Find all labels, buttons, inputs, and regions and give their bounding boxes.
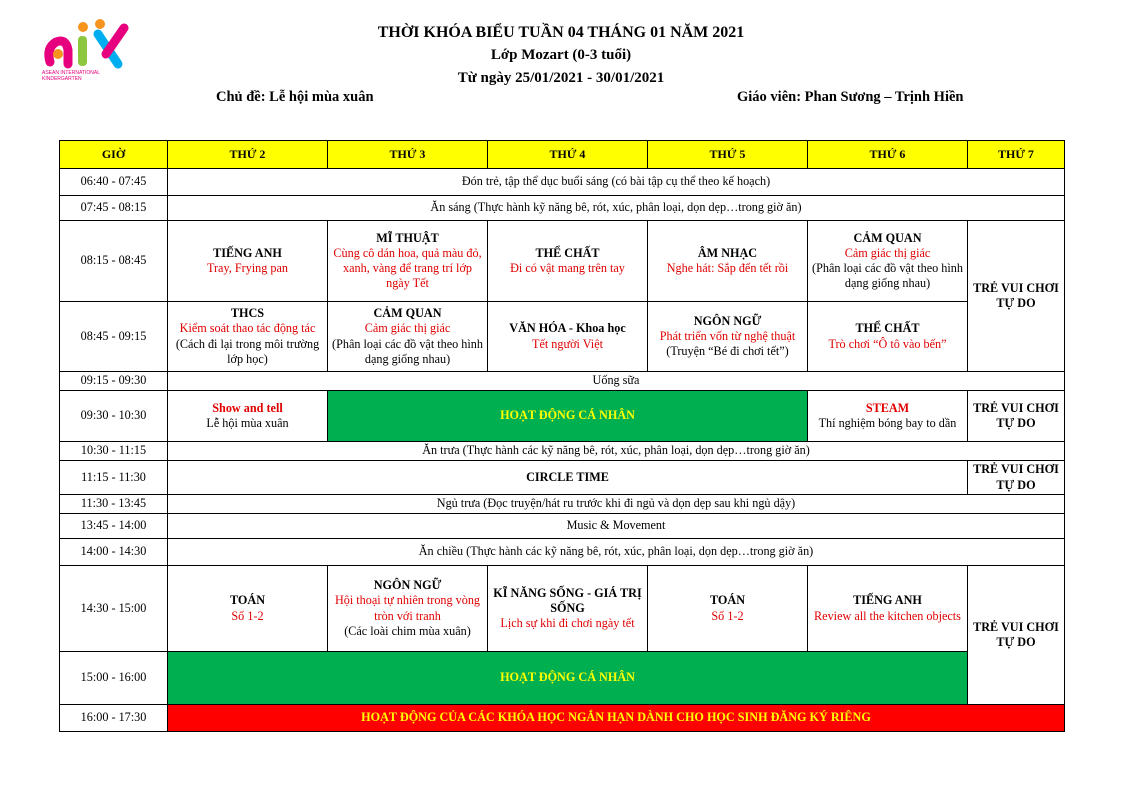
table-row <box>60 461 1065 495</box>
activity-detail: Đi có vật mang trên tay <box>510 261 625 275</box>
individual-activity-cell: HOẠT ĐỘNG CÁ NHÂN <box>168 652 968 705</box>
col-tue: THỨ 3 <box>328 141 488 169</box>
table-row <box>60 566 1065 652</box>
activity-cell <box>488 566 648 652</box>
date-range: Từ ngày 25/01/2021 - 30/01/2021 <box>457 70 665 86</box>
time-cell: 10:30 - 11:15 <box>60 442 168 461</box>
table-row <box>60 302 1065 372</box>
activity-title: MĨ THUẬT <box>376 230 439 245</box>
activity-title: THỂ CHẤT <box>535 245 600 260</box>
activity-note: (Phân loại các đồ vật theo hình dạng giống nhau) <box>332 336 483 366</box>
time-cell: 08:45 - 09:15 <box>60 302 168 372</box>
table-row <box>60 514 1065 539</box>
time-cell: 13:45 - 14:00 <box>60 514 168 539</box>
activity-cell <box>808 221 968 302</box>
time-cell: 14:00 - 14:30 <box>60 539 168 566</box>
table-row <box>60 391 1065 442</box>
activity-detail: Hội thoại tự nhiên trong vòng tròn với tranh <box>334 593 481 623</box>
time-cell: 07:45 - 08:15 <box>60 196 168 221</box>
activity-detail: Cùng cô dán hoa, quả màu đỏ, xanh, vàng để trang trí lớp ngày Tết <box>333 245 482 291</box>
activity-detail: Số 1-2 <box>231 608 264 623</box>
activity-detail: Nghe hát: Sắp đến tết rồi <box>666 261 789 275</box>
time-cell: 09:30 - 10:30 <box>60 391 168 442</box>
activity-note: Thí nghiệm bóng bay to dần <box>818 416 957 430</box>
logo-text: ASEAN INTERNATIONAL <box>42 70 100 76</box>
activity-title: TIẾNG ANH <box>213 245 282 260</box>
activity-title: TOÁN <box>230 593 265 608</box>
time-cell: 14:30 - 15:00 <box>60 566 168 652</box>
activity-cell: Ăn sáng (Thực hành kỹ năng bê, rót, xúc, phân loại, dọn dẹp…trong giờ ăn) <box>168 196 1065 221</box>
activity-cell: Music & Movement <box>168 514 1065 539</box>
activity-note: (Cách đi lại trong môi trường lớp học) <box>175 336 320 366</box>
activity-cell: Đón trẻ, tập thể dục buổi sáng (có bài tập cụ thể theo kế hoạch) <box>168 169 1065 196</box>
activity-title: CẢM QUAN <box>373 306 442 320</box>
col-thu: THỨ 5 <box>648 141 808 169</box>
col-time: GIỜ <box>60 141 168 169</box>
time-cell: 11:15 - 11:30 <box>60 461 168 495</box>
col-sat: THỨ 7 <box>968 141 1065 169</box>
activity-cell <box>328 221 488 302</box>
activity-title: NGÔN NGỮ <box>693 313 762 328</box>
activity-detail: Tết người Việt <box>532 336 603 351</box>
activity-cell <box>648 566 808 652</box>
class-name: Lớp Mozart (0-3 tuổi) <box>490 47 632 63</box>
activity-cell <box>648 302 808 372</box>
svg-text:KINDERGARTEN: KINDERGARTEN <box>42 76 82 82</box>
activity-title: STEAM <box>865 400 910 415</box>
col-fri: THỨ 6 <box>808 141 968 169</box>
activity-title: CẢM QUAN <box>853 230 922 245</box>
table-row <box>60 495 1065 514</box>
header-row <box>60 141 1065 169</box>
activity-cell: CIRCLE TIME <box>168 461 968 495</box>
table-row <box>60 652 1065 705</box>
activity-cell: Ăn trưa (Thực hành các kỹ năng bê, rót, xúc, phân loại, dọn dẹp…trong giờ ăn) <box>168 442 1065 461</box>
activity-note: (Phân loại các đồ vật theo hình dạng giống nhau) <box>812 261 963 291</box>
col-mon: THỨ 2 <box>168 141 328 169</box>
table-row <box>60 372 1065 391</box>
activity-note: (Các loài chim mùa xuân) <box>344 623 471 638</box>
table-row <box>60 442 1065 461</box>
activity-title: THCS <box>230 306 265 320</box>
activity-detail: Kiểm soát thao tác động tác <box>179 321 316 336</box>
time-cell: 16:00 - 17:30 <box>60 705 168 732</box>
free-play-cell: TRẺ VUI CHƠI TỰ DO <box>968 391 1065 442</box>
activity-title: ÂM NHẠC <box>697 245 758 260</box>
activity-cell <box>648 221 808 302</box>
activity-title: Show and tell <box>212 400 283 415</box>
time-cell: 15:00 - 16:00 <box>60 652 168 705</box>
activity-cell: Ngủ trưa (Đọc truyện/hát ru trước khi đi ngủ và dọn dẹp sau khi ngủ dậy) <box>168 495 1065 514</box>
free-play-cell: TRẺ VUI CHƠI TỰ DO <box>968 221 1065 372</box>
activity-title: THỂ CHẤT <box>855 321 920 336</box>
table-row <box>60 169 1065 196</box>
activity-cell: Uống sữa <box>168 372 1065 391</box>
activity-title: VĂN HÓA - Khoa học <box>509 321 626 336</box>
activity-cell <box>168 221 328 302</box>
activity-cell <box>808 391 968 442</box>
free-play-cell: TRẺ VUI CHƠI TỰ DO <box>968 461 1065 495</box>
activity-note: (Truyện “Bé đi chơi tết”) <box>666 344 789 359</box>
activity-cell <box>168 566 328 652</box>
time-cell: 11:30 - 13:45 <box>60 495 168 514</box>
activity-detail: Trò chơi “Ô tô vào bến” <box>828 336 947 351</box>
topic: Chủ đề: Lễ hội mùa xuân <box>216 89 374 105</box>
activity-title: KĨ NĂNG SỐNG - GIÁ TRỊ SỐNG <box>493 585 642 615</box>
activity-detail: Tray, Frying pan <box>206 261 289 275</box>
activity-cell <box>328 302 488 372</box>
time-cell: 09:15 - 09:30 <box>60 372 168 391</box>
teacher: Giáo viên: Phan Sương – Trịnh Hiền <box>737 89 964 105</box>
table-row <box>60 539 1065 566</box>
activity-detail: Cảm giác thị giác <box>844 245 931 260</box>
activity-detail: Lịch sự khi đi chơi ngày tết <box>500 616 635 631</box>
activity-detail: Số 1-2 <box>711 608 744 623</box>
table-row <box>60 221 1065 302</box>
table-row <box>60 196 1065 221</box>
activity-cell <box>168 391 328 442</box>
short-course-cell: HOẠT ĐỘNG CỦA CÁC KHÓA HỌC NGẮN HẠN DÀNH CHO HỌC SINH ĐĂNG KÝ RIÊNG <box>168 705 1065 732</box>
page-title: THỜI KHÓA BIỂU TUẦN 04 THÁNG 01 NĂM 2021 <box>377 24 745 41</box>
activity-title: TOÁN <box>710 593 745 608</box>
activity-note: Lễ hội mùa xuân <box>206 416 289 430</box>
timetable <box>59 140 1065 732</box>
individual-activity-cell: HOẠT ĐỘNG CÁ NHÂN <box>328 391 808 442</box>
activity-cell <box>488 302 648 372</box>
free-play-cell: TRẺ VUI CHƠI TỰ DO <box>968 566 1065 705</box>
activity-cell <box>808 302 968 372</box>
time-cell: 08:15 - 08:45 <box>60 221 168 302</box>
activity-title: NGÔN NGỮ <box>373 578 442 592</box>
activity-cell <box>328 566 488 652</box>
activity-title: TIẾNG ANH <box>853 593 922 608</box>
activity-cell <box>488 221 648 302</box>
activity-cell <box>168 302 328 372</box>
activity-detail: Phát triển vốn từ nghệ thuật <box>659 328 796 343</box>
activity-detail: Cảm giác thị giác <box>364 321 451 336</box>
time-cell: 06:40 - 07:45 <box>60 169 168 196</box>
activity-cell <box>808 566 968 652</box>
activity-cell: Ăn chiều (Thực hành các kỹ năng bê, rót, xúc, phân loại, dọn dẹp…trong giờ ăn) <box>168 539 1065 566</box>
col-wed: THỨ 4 <box>488 141 648 169</box>
activity-detail: Review all the kitchen objects <box>814 608 961 623</box>
table-row <box>60 705 1065 732</box>
